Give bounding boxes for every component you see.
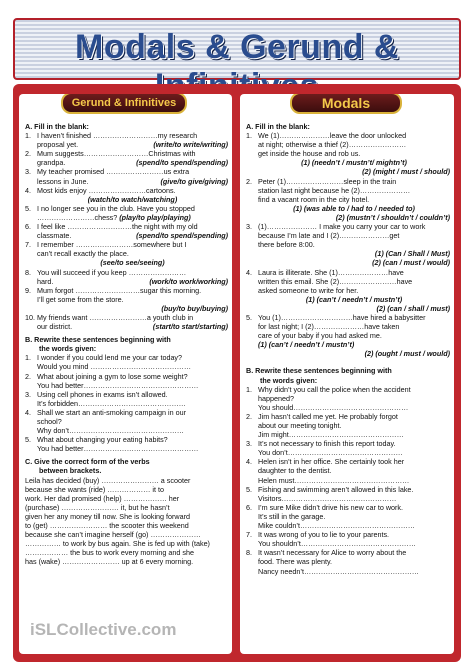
rewrite-item: 4. Shall we start an anti-smoking campaign in our school? Why don’t………………………………………… (25, 407, 187, 436)
exercise-item: 7. I remember ……………………somewhere but I can’t recall exactly the place. (see/to see/seeing) (25, 240, 187, 268)
exercise-item: 5. You (1)…………………………have hired a babysitter for last night; I (2)…………………have taken care of your baby if you had asked me. (1) (can’t / needn’t / mustn’t) (2) (ought / must / would) (246, 312, 450, 359)
gerund-infinitives-header: Gerund & Infinitives (61, 94, 187, 114)
rewrite-item: 1. Why didn’t you call the police when the accident happened? You should………………………………………… (246, 384, 411, 412)
modals-column (240, 94, 454, 654)
rewrite-item: 3. It’s not necessary to finish this report today. You don’t………………………………………… (246, 439, 403, 458)
section-a-heading: A. Fill in the blank: (246, 122, 310, 131)
exercise-item: 4. Most kids enjoy ……………………cartoons. (watch/to watch/watching) (25, 185, 178, 204)
rewrite-item: 8. It wasn’t necessary for Alice to worry about the food. There was plenty. Nancy needn’t………………………………………… (246, 548, 419, 576)
exercise-item: 1. I haven’t finished ………………………my research proposal yet. (write/to write/writing) (25, 131, 228, 150)
rewrite-item: 5. Fishing and swimming aren’t allowed in this lake. Visitors………………………………………… (246, 484, 414, 503)
section-b-heading: B. Rewrite these sentences beginning with the words given: (246, 366, 392, 385)
rewrite-item: 5. What about changing your eating habits? You had better………………………………………… (25, 435, 199, 454)
site-watermark: iSLCollective.com (30, 620, 177, 639)
section-c-heading: C. Give the correct form of the verbs between brackets. (25, 457, 150, 476)
rewrite-item: 3. Using cell phones in exams isn’t allowed. It’s forbidden……………………………………… (25, 389, 186, 408)
rewrite-item: 6. I’m sure Mike didn’t drive his new car to work. It’s still in the garage. Mike couldn’t………………………………………… (246, 502, 415, 531)
exercise-item: 4. Laura is illiterate. She (1)…………………have written this email. She (2)……………………have asked someone to write for her. (1) (can’t / needn’t / mustn’t) (2) (can / shall / must) (246, 267, 450, 313)
verb-paragraph: Leila has decided (buy) …………………… a scooter because she wants (ride) ……………… it to work. Her dad promised (help) ……………… her (purchase) …………………… it, but he hasn’t given her any money till now. She is looking forward to (get) …………………… the scooter this weekend because she can’t imagine herself (go) ………………… …………… to work by bus again. She is fed up with (take) ……………… the bus to work every morning and she has (wake) …………………… up at 6 every morning. (25, 475, 210, 567)
exercise-item: 9. Mum forgot ………………………sugar this morning. I’ll get some from the store. (buy/to buy/buying) (25, 285, 228, 313)
exercise-item: 8. You will succeed if you keep …………………… hard. (work/to work/working) (25, 267, 228, 286)
exercise-item: 2. Mum suggests………………………Christmas with grandpa. (spend/to spend/spending) (25, 149, 228, 168)
exercise-item: 10. My friends want ……………………a youth club in our district. (start/to start/starting) (25, 312, 228, 332)
page-title: Modals & Gerund & (75, 28, 399, 66)
rewrite-item: 7. It was wrong of you to lie to your parents. You shouldn’t………………………………………… (246, 530, 416, 549)
right-content (246, 118, 450, 576)
exercise-item: 3. My teacher promised ……………………us extra lessons in June. (give/to give/giving) (25, 167, 228, 186)
rewrite-item: 1. I wonder if you could lend me your car today? Would you mind …………………………………… (25, 353, 192, 372)
section-b-heading: B. Rewrite these sentences beginning with the words given: (25, 335, 171, 354)
rewrite-item: 2. What about joining a gym to lose some weight? You had better………………………………………… (25, 371, 199, 390)
exercise-item: 1. We (1)…………………leave the door unlocked at night; otherwise a thief (2)…………………… get inside the house and rob us. (1) (needn’t / mustn’t/ mightn’t) (2) (might / must / should) (246, 131, 450, 177)
left-content (25, 118, 228, 567)
modals-header: Modals (290, 94, 402, 114)
exercise-item: 2. Peter (1)……………………sleep in the train station last night because he (2)………………… find a vacant room in the city hotel. (1) (was able to / had to / needed to) (2) (mustn’t / shouldn’t / couldn’t) (246, 176, 450, 222)
exercise-item: 5. I no longer see you in the club. Have you stopped ……………………chess? (play/to play/playing) (25, 203, 195, 222)
section-a-heading: A. Fill in the blank: (25, 122, 89, 131)
exercise-item: 3. (1)………………… I make you carry your car to work because I’m late and I (2)…………………get there before 8:00. (1) (Can / Shall / Must) (2) (can / must / would) (246, 222, 450, 268)
rewrite-item: 4. Helen isn’t in her office. She certainly took her daughter to the dentist. Helen must………………………………………… (246, 457, 410, 485)
rewrite-item: 2. Jim hasn’t called me yet. He probably forgot about our meeting tonight. Jim might………………………………………… (246, 411, 404, 440)
exercise-item: 6. I feel like ………………………the night with my old classmate. (spend/to spend/spending) (25, 222, 228, 241)
title-banner (13, 18, 461, 80)
gerund-infinitives-column (19, 94, 232, 654)
